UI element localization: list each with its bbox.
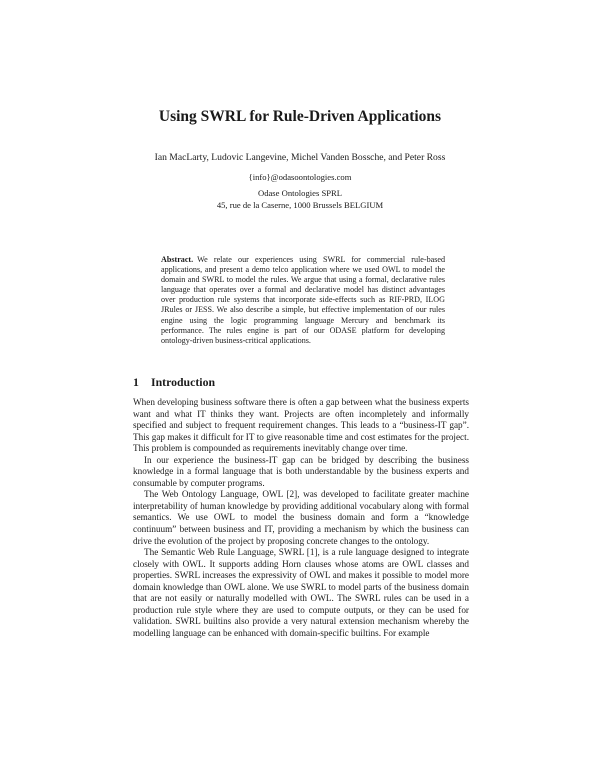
author-list: Ian MacLarty, Ludovic Langevine, Michel Vanden Bossche, and Peter Ross (154, 152, 446, 163)
contact-email: {info}@odasoontologies.com (248, 172, 352, 182)
body-paragraph: When developing business software there is often a gap between what the business experts want and what IT thinks they want. Projects are often incompletely and informally specified and subject to frequent requirement changes. This leads to a “business-IT gap”. This gap makes it difficult for IT to give reasonable time and cost estimates for the project. This problem is compounded as requirements inevitably change over time. (133, 397, 469, 454)
abstract (161, 255, 445, 346)
abstract-label: Abstract. (161, 255, 194, 264)
paper-title: Using SWRL for Rule-Driven Applications (158, 108, 442, 125)
affiliation-address: 45, rue de la Caserne, 1000 Brussels BELGIUM (216, 199, 384, 210)
abstract-text: We relate our experiences using SWRL for commercial rule-based applications, and present a demo telco application where we used OWL to model the domain and SWRL to model the rules. We argue that using a formal, declarative rules language that operates over a formal and declarative model has distinct advantages over production rule systems that incorporate side-effects such as RIF-PRD, ILOG JRules or JESS. We also describe a simple, but effective implementation of our rules engine using the logic programming language Mercury and benchmark its performance. The rules engine is part of our ODASE platform for developing ontology-driven business-critical applications. (161, 255, 445, 345)
body-paragraph: The Web Ontology Language, OWL [2], was developed to facilitate greater machine interpretability of human knowledge by providing additional vocabulary along with formal semantics. We use OWL to model the business domain and form a “knowledge continuum” between business and IT, providing a mechanism by which the business can drive the evolution of the project by proposing concrete changes to the ontology. (133, 489, 469, 546)
section-title: Introduction (151, 375, 216, 389)
introduction-body (133, 397, 469, 639)
affiliation-organization: Odase Ontologies SPRL (257, 188, 343, 198)
section-heading-introduction (133, 375, 215, 390)
affiliation (0, 188, 600, 211)
body-paragraph: The Semantic Web Rule Language, SWRL [1], is a rule language designed to integrate closely with OWL. It supports adding Horn clauses whose atoms are OWL classes and properties. SWRL increases the expressivity of OWL and makes it possible to model more domain knowledge than OWL alone. We use SWRL to model parts of the business domain that are not easily or naturally modelled with OWL. The SWRL rules can be used in a production rule style where they are used to compute outputs, or they can be used for validation. SWRL builtins also provide a very natural extension mechanism whereby the modelling language can be enhanced with domain-specific builtins. For example (133, 547, 469, 638)
body-paragraph: In our experience the business-IT gap can be bridged by describing the business knowledge in a formal language that is both understandable by the business experts and consumable by computer programs. (133, 454, 469, 488)
section-number: 1 (133, 375, 139, 389)
